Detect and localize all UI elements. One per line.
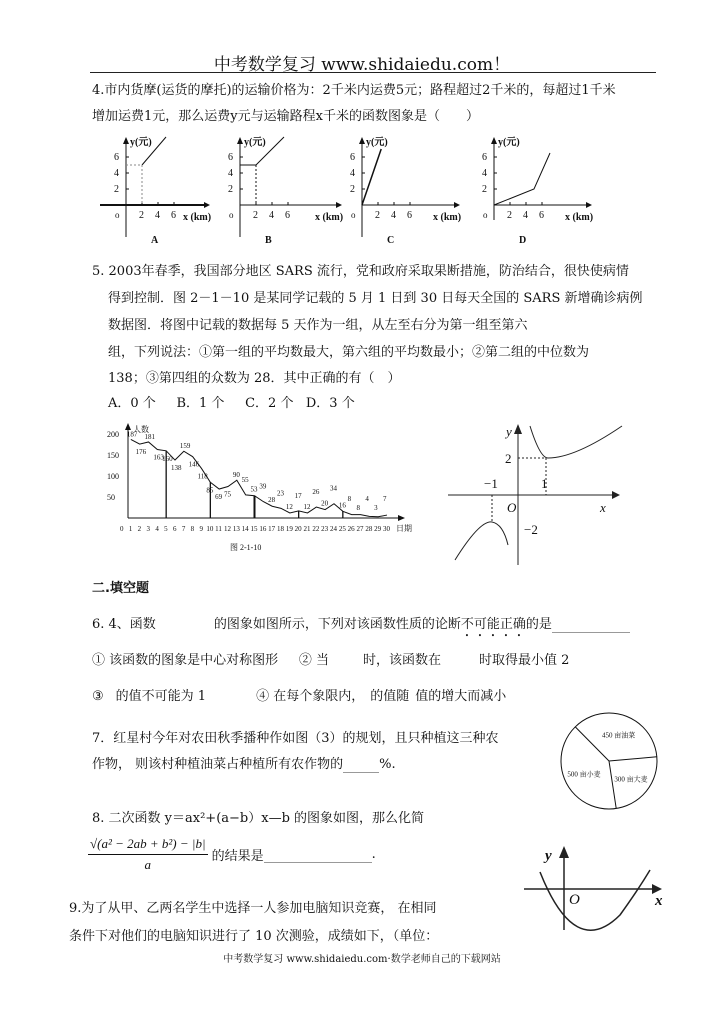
x-tick-label: 6	[539, 210, 544, 221]
x-tick-label: 4	[155, 210, 160, 221]
q6-option-2b: 时，该函数在	[362, 653, 441, 668]
origin-label: O	[569, 892, 580, 908]
q6-prefix: 6. 4、函数	[92, 617, 156, 632]
x-tick-label: 3	[146, 525, 150, 533]
data-label: 28	[268, 496, 276, 505]
tick-1: 1	[541, 476, 548, 491]
y-axis-label: y(元)	[498, 137, 520, 148]
x-tick-label: 12	[224, 525, 231, 533]
q4-line1: 4.市内货摩(运货的摩托)的运输价格为：2千米内运费5元；路程超过2千米的，每超过1千米	[92, 83, 616, 98]
y-tick-label: 6	[350, 152, 355, 163]
q6-option-3a: ③	[92, 689, 104, 704]
data-label: 69	[215, 493, 223, 502]
data-label: 118	[197, 472, 208, 481]
q8-suffix: 的结果是	[211, 849, 264, 864]
y-tick-label: 150	[107, 451, 119, 460]
y-axis-label: y(元)	[366, 137, 388, 148]
q6-option-3b: 的值不可能为 1	[115, 689, 207, 704]
x-tick-label: 0	[120, 525, 124, 533]
q5-line1: 5. 2003年春季，我国部分地区 SARS 流行，党和政府采取果断措施，防治结合，很快使病情	[92, 264, 629, 279]
q8-line1: 8. 二次函数 y＝ax²+(a−b）x—b 的图象如图，那么化简	[92, 811, 425, 826]
x-tick-label: 27	[356, 525, 364, 533]
y-tick-label: 4	[482, 168, 487, 179]
x-tick-label: 19	[285, 525, 293, 533]
x-tick-label: 15	[250, 525, 258, 533]
x-tick-label: 4	[155, 525, 159, 533]
chart-caption: 图 2-1-10	[230, 543, 262, 552]
origin-label: o	[483, 210, 488, 220]
x-tick-label: 4	[269, 210, 274, 221]
data-label: 16	[338, 501, 346, 510]
x-tick-label: 2	[507, 210, 512, 221]
y-label: y	[545, 848, 552, 864]
data-label: 3	[374, 504, 378, 512]
y-tick-label: 100	[107, 472, 119, 481]
data-label: 85	[206, 486, 214, 495]
data-label: 17	[294, 491, 302, 500]
x-axis-label: x (km)	[183, 212, 212, 223]
q5-option-d: D．3 个	[305, 396, 355, 411]
data-label: 39	[259, 482, 267, 491]
x-tick-label: 14	[241, 525, 249, 533]
x-tick-label: 4	[523, 210, 528, 221]
data-label: 20	[321, 499, 329, 508]
x-tick-label: 6	[173, 525, 177, 533]
x-tick-label: 1	[128, 525, 133, 533]
y-tick-label: 2	[482, 184, 487, 195]
x-tick-label: 2	[253, 210, 258, 221]
x-tick-label: 22	[312, 525, 320, 533]
pie-slice-label: 450 亩油菜	[602, 731, 636, 740]
pie-slice-label: 500 亩小麦	[567, 770, 601, 779]
x-tick-label: 16	[259, 525, 267, 533]
page-footer: 中考数学复习 www.shidaiedu.com·数学老师自己的下载网站	[223, 954, 501, 965]
tick-2: 2	[505, 451, 512, 466]
parabola-curve	[540, 870, 650, 930]
x-tick-label: 11	[215, 525, 222, 533]
y-arrow-icon	[559, 846, 569, 858]
q6-option-4a: ④ 在每个象限内，	[256, 689, 365, 704]
y-tick-label: 4	[350, 168, 355, 179]
q5-line2: 得到控制．图 2－1－10 是某同学记载的 5 月 1 日到 30 日每天全国的 SARS 新增确诊病例	[108, 291, 643, 306]
x-axis-label: x (km)	[315, 212, 344, 223]
data-label: 23	[277, 489, 284, 498]
x-tick-label: 17	[268, 525, 276, 533]
q9-line1: 9.为了从甲、乙两名学生中选择一人参加电脑知识竞赛， 在相同	[69, 901, 437, 916]
x-tick-label: 21	[303, 525, 311, 533]
data-label: 26	[312, 488, 320, 497]
option-label: C	[387, 235, 395, 246]
q7-text: 作物， 则该村种植油菜占种植所有农作物的	[92, 757, 344, 772]
x-tick-label: 29	[374, 525, 382, 533]
x-label: x	[655, 893, 663, 909]
x-tick-label: 30	[383, 525, 390, 533]
x-tick-label: 25	[338, 525, 346, 533]
data-label: 163	[153, 453, 164, 462]
data-label: 75	[224, 490, 231, 499]
q5-option-b: B．1 个	[176, 396, 225, 411]
q6-tail: 的是	[525, 617, 552, 632]
q8-end: .	[371, 847, 376, 862]
x-tick-label: 13	[232, 525, 240, 533]
tick-neg1: −1	[484, 476, 498, 491]
q5-line3: 数据图．将图中记载的数据每 5 天作为一组，从左至右分为第一组至第六	[108, 318, 528, 333]
tick-neg2: −2	[524, 522, 538, 537]
q9-line2: 条件下对他们的电脑知识进行了 10 次测验，成绩如下，（单位：	[69, 929, 439, 944]
x-tick-label: 26	[347, 525, 355, 533]
y-axis-label: 人数	[133, 425, 149, 434]
data-label: 187	[126, 430, 138, 439]
x-tick-label: 18	[277, 525, 284, 533]
y-tick-label: 2	[228, 184, 233, 195]
y-axis-label: y(元)	[130, 137, 152, 148]
x-tick-label: 23	[321, 525, 329, 533]
x-label: x	[600, 500, 606, 515]
x-tick-label: 7	[181, 525, 186, 533]
q6-option-1: ① 该函数的图象是中心对称图形	[92, 653, 279, 668]
page-header: 中考数学复习 www.shidaiedu.com！	[213, 55, 511, 75]
q6-emphasis: 不可能正确	[460, 617, 526, 632]
option-label: A	[151, 235, 159, 246]
y-tick-label: 2	[350, 184, 355, 195]
y-tick-label: 6	[482, 152, 487, 163]
y-tick-label: 4	[228, 168, 233, 179]
fraction-denominator: a	[144, 857, 152, 872]
q6-rest: 的图象如图所示，下列对该函数性质的论断	[213, 617, 461, 632]
x-tick-label: 2	[137, 525, 142, 533]
data-label: 4	[365, 495, 369, 503]
y-tick-label: 6	[114, 152, 119, 163]
q5-option-c: C．2 个	[245, 396, 294, 411]
origin-label: O	[507, 500, 517, 515]
x-tick-label: 20	[294, 525, 302, 533]
data-label: 160	[162, 454, 173, 463]
x-tick-label: 2	[375, 210, 380, 221]
q7-line1: 7．红星村今年对农田秋季播种作如图（3）的规划，且只种植这三种农	[92, 731, 499, 746]
q5-line5: 138；③第四组的众数为 28．其中正确的有（ ）	[108, 371, 401, 386]
y-tick-label: 50	[107, 493, 115, 502]
x-tick-label: 6	[285, 210, 290, 221]
origin-label: o	[229, 210, 234, 220]
q6-option-2c: 时取得最小值 2	[478, 653, 570, 668]
fraction-numerator: √(a² − 2ab + b²) − |b|	[88, 836, 208, 855]
data-label: 7	[383, 495, 387, 503]
data-label: 159	[179, 442, 191, 451]
x-tick-label: 28	[365, 525, 373, 533]
x-tick-label: 5	[164, 525, 168, 533]
q6-option-4c: 值的增大而减小	[415, 689, 507, 704]
section-title: 二.填空题	[92, 581, 149, 596]
data-label: 176	[135, 448, 147, 457]
x-tick-label: 24	[330, 525, 337, 533]
data-label: 146	[188, 460, 200, 469]
data-label: 34	[330, 484, 337, 493]
x-tick-label: 9	[199, 525, 203, 533]
y-label: y	[506, 424, 512, 439]
y-tick-label: 200	[107, 430, 119, 439]
x-axis-label: x (km)	[433, 212, 462, 223]
data-label: 53	[250, 485, 258, 494]
origin-label: o	[115, 210, 120, 220]
y-tick-label: 4	[114, 168, 119, 179]
pie-slice-label: 300 亩大麦	[614, 775, 648, 784]
q7-percent: %.	[379, 757, 396, 772]
q6-option-4b: 的值随	[370, 689, 410, 704]
x-tick-label: 6	[171, 210, 176, 221]
y-axis-label: y(元)	[244, 137, 266, 148]
q5-option-a: A．0 个	[108, 396, 156, 411]
x-tick-label: 8	[190, 525, 195, 533]
data-label: 8	[347, 495, 352, 503]
option-label: B	[265, 235, 272, 246]
q5-line4: 组，下列说法：①第一组的平均数最大，第六组的平均数最小；②第二组的中位数为	[108, 345, 590, 360]
x-axis-label: 日期	[396, 524, 412, 533]
y-tick-label: 2	[114, 184, 119, 195]
option-label: D	[519, 235, 527, 246]
q6-option-2a: ② 当	[298, 653, 329, 668]
y-tick-label: 6	[228, 152, 233, 163]
origin-label: o	[351, 210, 356, 220]
data-label: 138	[171, 464, 182, 473]
data-label: 12	[285, 502, 293, 511]
q4-line2: 增加运费1元，那么运费y元与运输路程x千米的函数图象是（ ）	[92, 109, 479, 124]
x-tick-label: 6	[407, 210, 412, 221]
x-tick-label: 4	[391, 210, 396, 221]
x-tick-label: 2	[139, 210, 144, 221]
data-label: 12	[303, 502, 311, 511]
x-axis-label: x (km)	[565, 212, 594, 223]
data-label: 8	[356, 504, 360, 512]
data-label: 181	[144, 432, 155, 441]
data-label: 90	[232, 471, 240, 480]
data-label: 55	[241, 475, 249, 484]
x-tick-label: 10	[206, 525, 214, 533]
